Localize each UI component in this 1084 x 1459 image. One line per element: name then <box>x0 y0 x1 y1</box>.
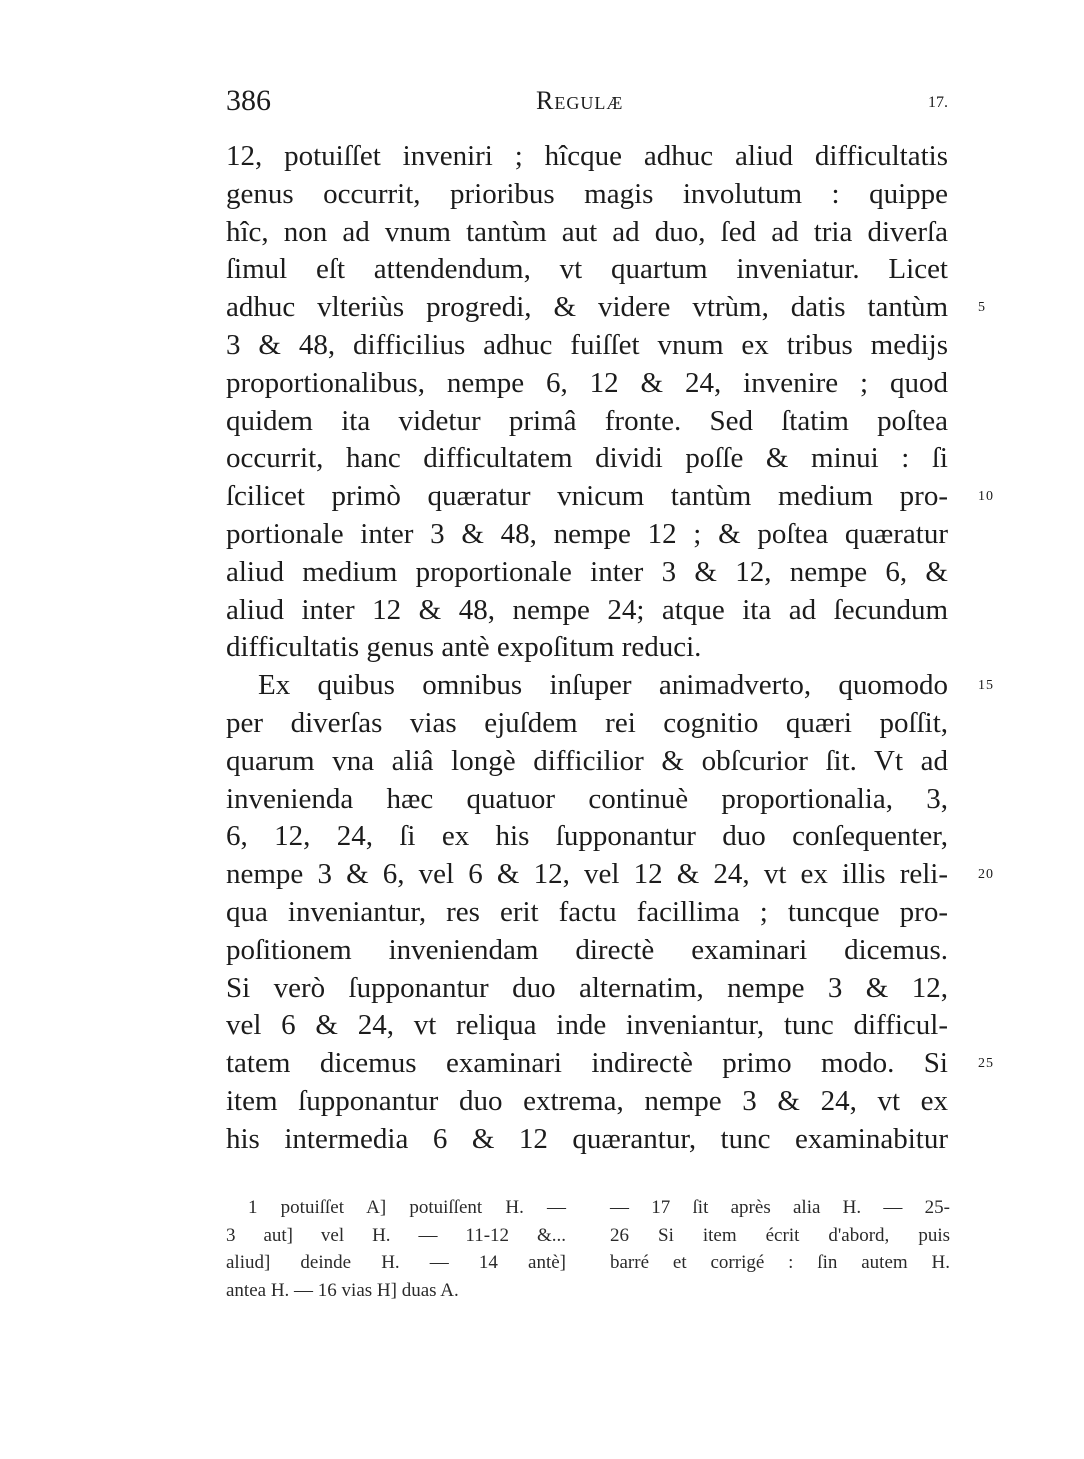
footnotes-left-column <box>226 1194 566 1304</box>
text-line: 3 & 48, difficilius adhuc fuiſſet vnum ex tribus medijs <box>226 328 948 361</box>
text-line-5 <box>226 289 986 327</box>
footnote-line: antea H. — 16 vias H] duas A. <box>226 1279 459 1301</box>
footnotes-right-column <box>610 1194 950 1304</box>
text-line-20 <box>226 856 994 894</box>
text-line: his intermedia 6 & 12 quærantur, tunc examinabitur <box>226 1122 948 1155</box>
line-number: 5 <box>978 300 986 316</box>
footnote-line: 26 Si item écrit d'abord, puis <box>610 1224 950 1246</box>
text-line: portionale inter 3 & 48, nempe 12 ; & poſtea quæratur <box>226 517 948 550</box>
text-line: quidem ita videtur primâ fronte. Sed ſtatim poſtea <box>226 404 948 437</box>
running-title: Regulæ <box>536 86 624 115</box>
text-line: difficultatis genus antè expoſitum reduci. <box>226 631 702 664</box>
text-line-content: adhuc vlteriùs progredi, & videre vtrùm, datis tantùm <box>226 291 948 324</box>
text-line-content: tatem dicemus examinari indirectè primo modo. Si <box>226 1047 948 1080</box>
line-number: 20 <box>978 867 994 883</box>
text-line-10 <box>226 478 994 516</box>
text-line: 6, 12, 24, ſi ex his ſupponantur duo conſequenter, <box>226 820 948 853</box>
text-line: item ſupponantur duo extrema, nempe 3 & 24, vt ex <box>226 1084 948 1117</box>
footnote-line: barré et corrigé : ſin autem H. <box>610 1252 950 1273</box>
text-line: occurrit, hanc difficultatem dividi poſſe & minui : ſi <box>226 442 948 475</box>
page-header <box>226 84 948 120</box>
line-number: 25 <box>978 1056 994 1072</box>
text-line: hîc, non ad vnum tantùm aut ad duo, ſed ad tria diverſa <box>226 215 948 248</box>
footnote-line: aliud] deinde H. — 14 antè] <box>226 1252 566 1273</box>
footnote-line: 1 potuiſſet A] potuiſſent H. — <box>248 1197 566 1218</box>
text-line: genus occurrit, prioribus magis involutum : quippe <box>226 177 948 210</box>
line-number: 10 <box>978 489 994 505</box>
page-number: 386 <box>226 84 271 117</box>
footnotes <box>226 1194 950 1304</box>
footnote-line: — 17 ſit après alia H. — 25- <box>610 1197 950 1218</box>
text-line: qua inveniantur, res erit factu facillima ; tuncque pro- <box>226 895 948 928</box>
footnote-line: 3 aut] vel H. — 11-12 &... <box>226 1224 566 1246</box>
line-number: 15 <box>978 678 994 694</box>
text-line: aliud medium proportionale inter 3 & 12, nempe 6, & <box>226 555 948 588</box>
text-line-content: nempe 3 & 6, vel 6 & 12, vel 12 & 24, vt ex illis reli- <box>226 858 948 891</box>
text-line-content: ſcilicet primò quæratur vnicum tantùm medium pro- <box>226 480 948 513</box>
text-line-15 <box>226 667 994 705</box>
text-line: aliud inter 12 & 48, nempe 24; atque ita ad ſecundum <box>226 593 948 626</box>
text-line: quarum vna aliâ longè difficilior & obſcurior ſit. Vt ad <box>226 744 948 777</box>
text-line: ſimul eſt attendendum, vt quartum inveniatur. Licet <box>226 253 948 286</box>
text-line: 12, potuiſſet inveniri ; hîcque adhuc aliud difficultatis <box>226 140 948 172</box>
text-line: per diverſas vias ejuſdem rei cognitio quæri poſſit, <box>226 706 948 739</box>
text-line: poſitionem inveniendam directè examinari dicemus. <box>226 933 948 966</box>
text-line: Si verò ſupponantur duo alternatim, nempe 3 & 12, <box>226 971 948 1004</box>
text-line: vel 6 & 24, vt reliqua inde inveniantur, tunc difficul- <box>226 1009 948 1042</box>
section-number: 17. <box>928 94 948 111</box>
main-text <box>226 138 994 1159</box>
text-line: proportionalibus, nempe 6, 12 & 24, invenire ; quod <box>226 366 948 399</box>
text-line-25 <box>226 1045 994 1083</box>
text-line: invenienda hæc quatuor continuè proportionalia, 3, <box>226 782 948 815</box>
text-line-content: Ex quibus omnibus inſuper animadverto, quomodo <box>258 669 948 702</box>
